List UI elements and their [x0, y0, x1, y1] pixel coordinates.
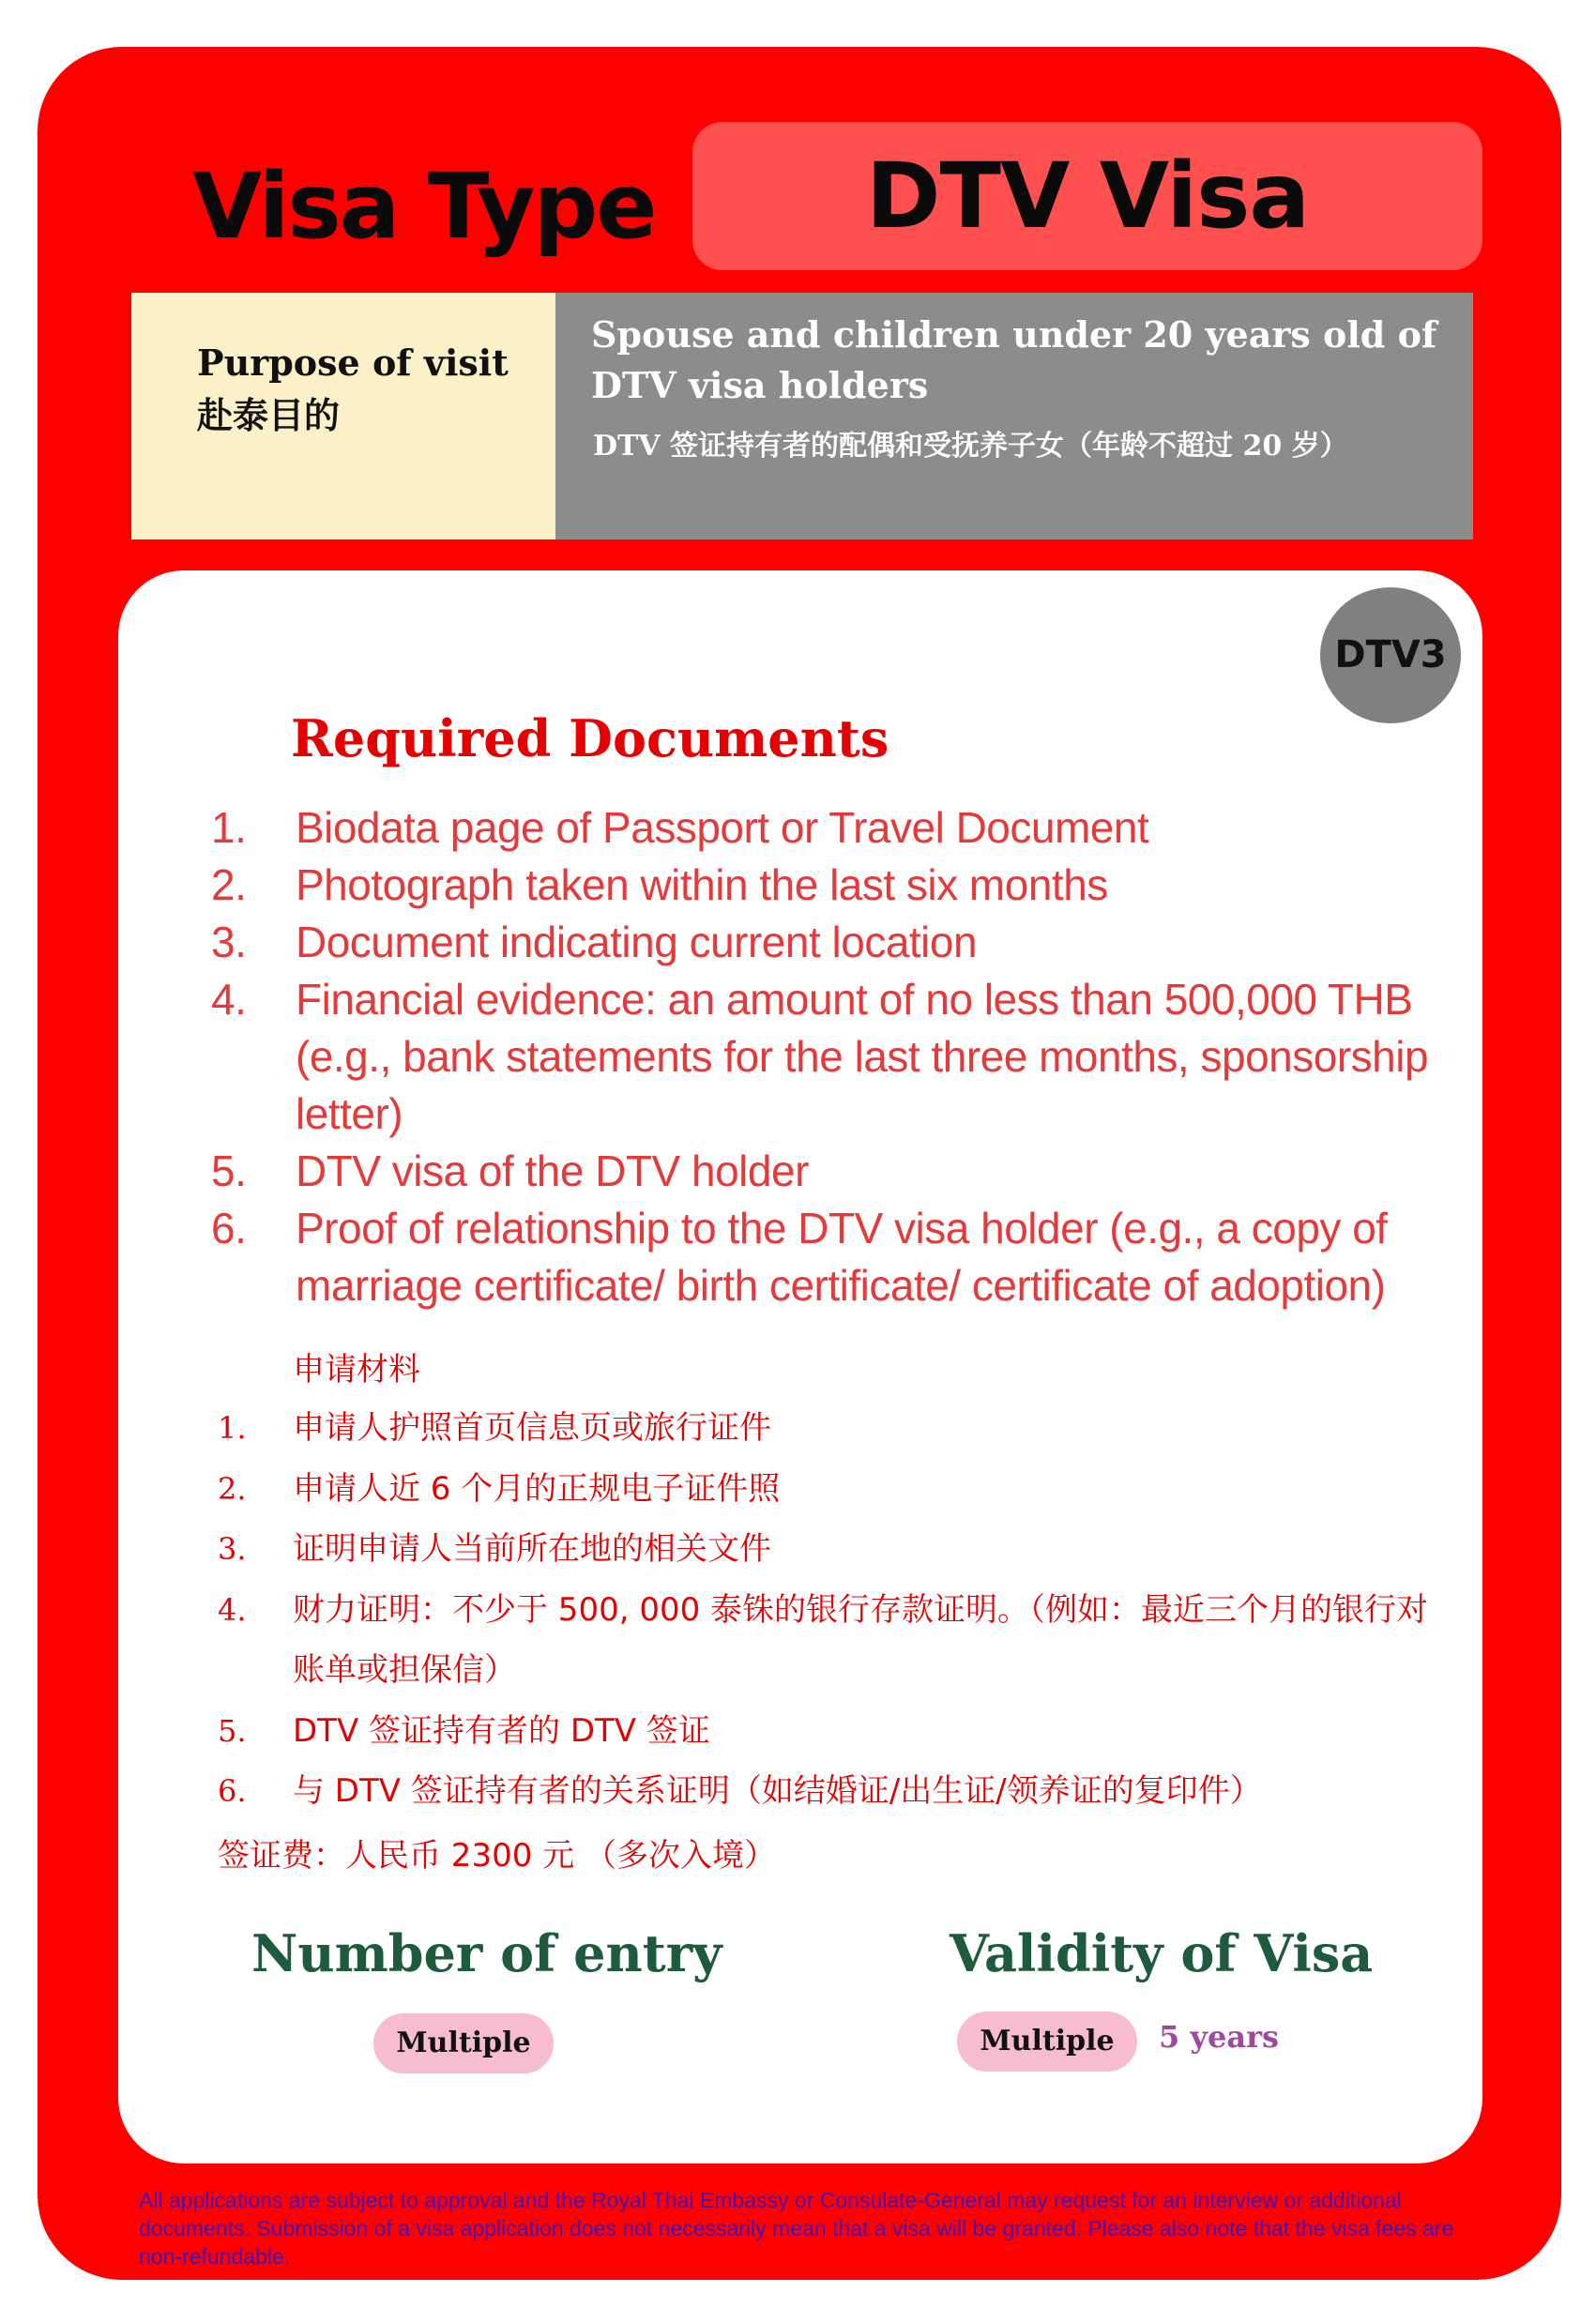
entry-badge: Multiple [373, 2013, 554, 2073]
list-item-text: 申请人近 6 个月的正规电子证件照 [293, 1469, 781, 1508]
purpose-value-en: Spouse and children under 20 years old of DTV visa holders [591, 313, 1437, 406]
visa-code-badge: DTV3 [1320, 587, 1461, 723]
required-documents-title-zh: 申请材料 [293, 1351, 420, 1389]
list-item-text: 财力证明：不少于 500, 000 泰铢的银行存款证明。（例如：最近三个月的银行对账单或担保信） [293, 1590, 1429, 1689]
list-item [218, 1519, 1456, 1580]
list-item-number: 3. [218, 1531, 247, 1567]
purpose-label-zh: 赴泰目的 [197, 395, 341, 436]
purpose-label-box [131, 293, 555, 539]
validity-title: Validity of Visa [950, 1923, 1374, 1983]
list-item-text: Document indicating current location [296, 918, 978, 966]
list-item-number: 1. [218, 1410, 247, 1446]
list-item-number: 2. [218, 1470, 247, 1507]
list-item [211, 857, 1468, 914]
visa-fee: 签证费：人民币 2300 元 （多次入境） [218, 1837, 776, 1875]
list-item-text: Biodata page of Passport or Travel Document [296, 803, 1149, 852]
list-item-number: 6. [218, 1773, 247, 1809]
list-item-text: 证明申请人当前所在地的相关文件 [293, 1530, 771, 1568]
list-item [218, 1398, 1456, 1459]
list-item-number: 6. [211, 1204, 247, 1253]
visa-name: DTV Visa [865, 144, 1310, 249]
visa-name-box [692, 122, 1482, 270]
list-item-text: DTV visa of the DTV holder [296, 1146, 809, 1195]
list-item-text: 申请人护照首页信息页或旅行证件 [293, 1409, 771, 1447]
list-item-number: 1. [211, 803, 247, 852]
list-item-number: 4. [211, 975, 247, 1024]
visa-type-label: Visa Type [192, 154, 656, 259]
list-item-text: Financial evidence: an amount of no less than 500,000 THB (e.g., bank statements for the last three months, sponsorship letter) [296, 975, 1429, 1138]
purpose-label-en: Purpose of visit [197, 342, 509, 384]
list-item [211, 799, 1468, 857]
list-item [211, 971, 1468, 1143]
list-item-number: 5. [211, 1146, 247, 1195]
list-item-text: Proof of relationship to the DTV visa holder (e.g., a copy of marriage certificate/ birth certificate/ certificate of adoption) [296, 1204, 1388, 1310]
list-item [211, 1143, 1468, 1200]
list-item-text: Photograph taken within the last six months [296, 860, 1108, 909]
disclaimer: All applications are subject to approval and the Royal Thai Embassy or Consulate-General may request for an interview or additional documents. Submission of a visa application does not necessarily mean that a visa will be granted. Please also note that the visa fees are non-refundable. [139, 2188, 1454, 2269]
list-item [211, 1200, 1468, 1314]
required-documents-title: Required Documents [291, 708, 889, 768]
required-documents-list-zh [218, 1398, 1456, 1822]
list-item [211, 914, 1468, 971]
list-item-number: 4. [218, 1591, 247, 1628]
validity-duration: 5 years [1159, 2019, 1279, 2055]
purpose-value-box [555, 293, 1473, 539]
list-item [218, 1701, 1456, 1762]
list-item-number: 3. [211, 918, 247, 966]
list-item-number: 5. [218, 1712, 247, 1749]
required-documents-list [211, 799, 1468, 1314]
validity-badge: Multiple [957, 2012, 1137, 2072]
number-of-entry-title: Number of entry [251, 1923, 722, 1983]
list-item-number: 2. [211, 860, 247, 909]
list-item-text: DTV 签证持有者的 DTV 签证 [293, 1711, 710, 1750]
list-item [218, 1761, 1456, 1822]
list-item [218, 1459, 1456, 1520]
list-item-text: 与 DTV 签证持有者的关系证明（如结婚证/出生证/领养证的复印件） [293, 1772, 1262, 1810]
list-item [218, 1580, 1456, 1701]
purpose-value-zh: DTV 签证持有者的配偶和受抚养子女（年龄不超过 20 岁） [593, 430, 1348, 463]
